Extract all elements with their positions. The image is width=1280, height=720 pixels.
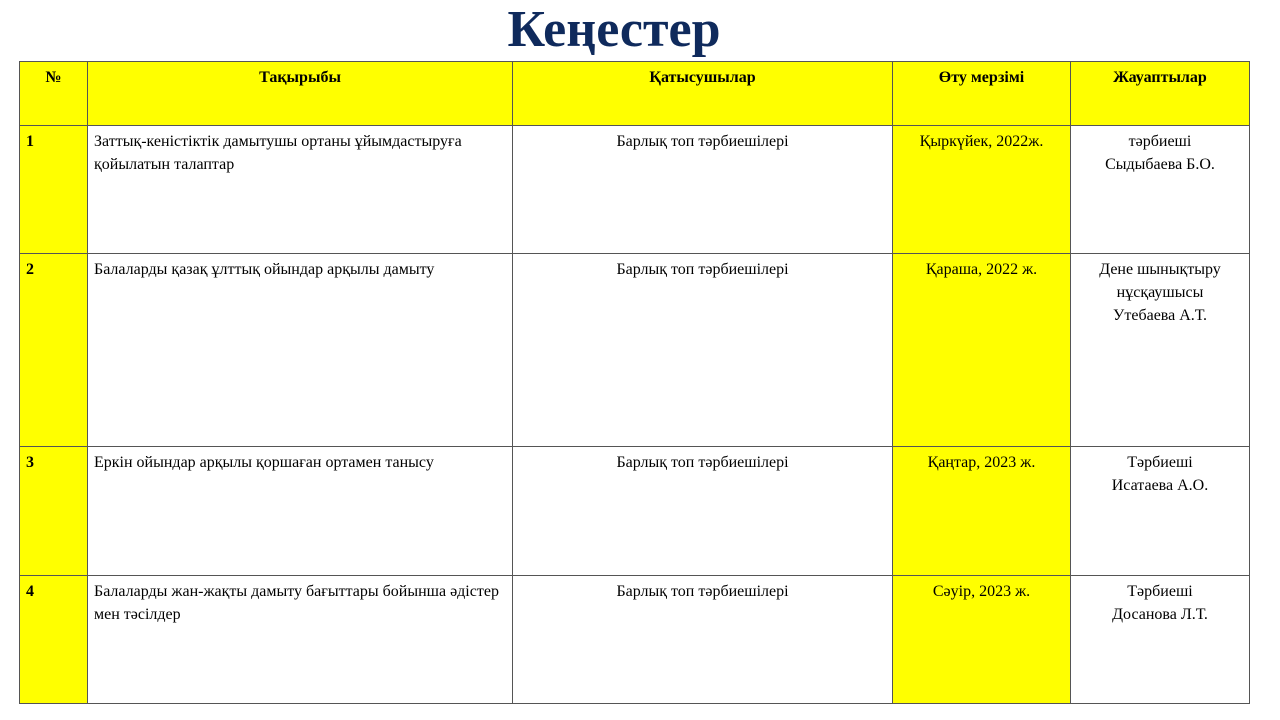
header-date: Өту мерзімі <box>893 62 1071 126</box>
responsible-line: Утебаева А.Т. <box>1113 307 1207 324</box>
page-title: Кеңестер <box>507 1 721 58</box>
row-date: Қаңтар, 2023 ж. <box>893 447 1071 576</box>
table-row <box>20 447 1250 576</box>
row-responsible <box>1071 576 1250 704</box>
header-responsible: Жауаптылар <box>1071 62 1250 126</box>
table-header-row <box>20 62 1250 126</box>
row-participants: Барлық топ тәрбиешілері <box>513 447 893 576</box>
row-number: 3 <box>20 447 88 576</box>
row-participants: Барлық топ тәрбиешілері <box>513 254 893 447</box>
row-topic: Еркін ойындар арқылы қоршаған ортамен танысу <box>88 447 513 576</box>
table-row <box>20 254 1250 447</box>
row-number: 1 <box>20 126 88 254</box>
responsible-line: Тәрбиеші <box>1127 454 1193 471</box>
row-date: Сәуір, 2023 ж. <box>893 576 1071 704</box>
responsible-line: Дене шынықтыру <box>1099 261 1221 278</box>
row-responsible <box>1071 447 1250 576</box>
responsible-line: нұсқаушысы <box>1116 284 1204 301</box>
row-topic: Балаларды қазақ ұлттық ойындар арқылы дамыту <box>88 254 513 447</box>
row-participants: Барлық топ тәрбиешілері <box>513 126 893 254</box>
row-responsible <box>1071 254 1250 447</box>
row-participants: Барлық топ тәрбиешілері <box>513 576 893 704</box>
responsible-line: Исатаева А.О. <box>1111 477 1209 494</box>
row-topic: Балаларды жан-жақты дамыту бағыттары бойынша әдістер мен тәсілдер <box>88 576 513 704</box>
row-number: 4 <box>20 576 88 704</box>
councils-table <box>19 61 1250 704</box>
responsible-line: Тәрбиеші <box>1127 583 1193 600</box>
header-topic: Тақырыбы <box>88 62 513 126</box>
header-participants: Қатысушылар <box>513 62 893 126</box>
responsible-line: Досанова Л.Т. <box>1112 606 1208 623</box>
row-date: Қараша, 2022 ж. <box>893 254 1071 447</box>
row-date: Қыркүйек, 2022ж. <box>893 126 1071 254</box>
row-number: 2 <box>20 254 88 447</box>
row-topic: Заттық-кеністіктік дамытушы ортаны ұйымдастыруға қойылатын талаптар <box>88 126 513 254</box>
header-number: № <box>20 62 88 126</box>
row-responsible <box>1071 126 1250 254</box>
table-row <box>20 576 1250 704</box>
table-row <box>20 126 1250 254</box>
responsible-line: тәрбиеші <box>1128 133 1192 150</box>
responsible-line: Сыдыбаева Б.О. <box>1105 156 1215 173</box>
